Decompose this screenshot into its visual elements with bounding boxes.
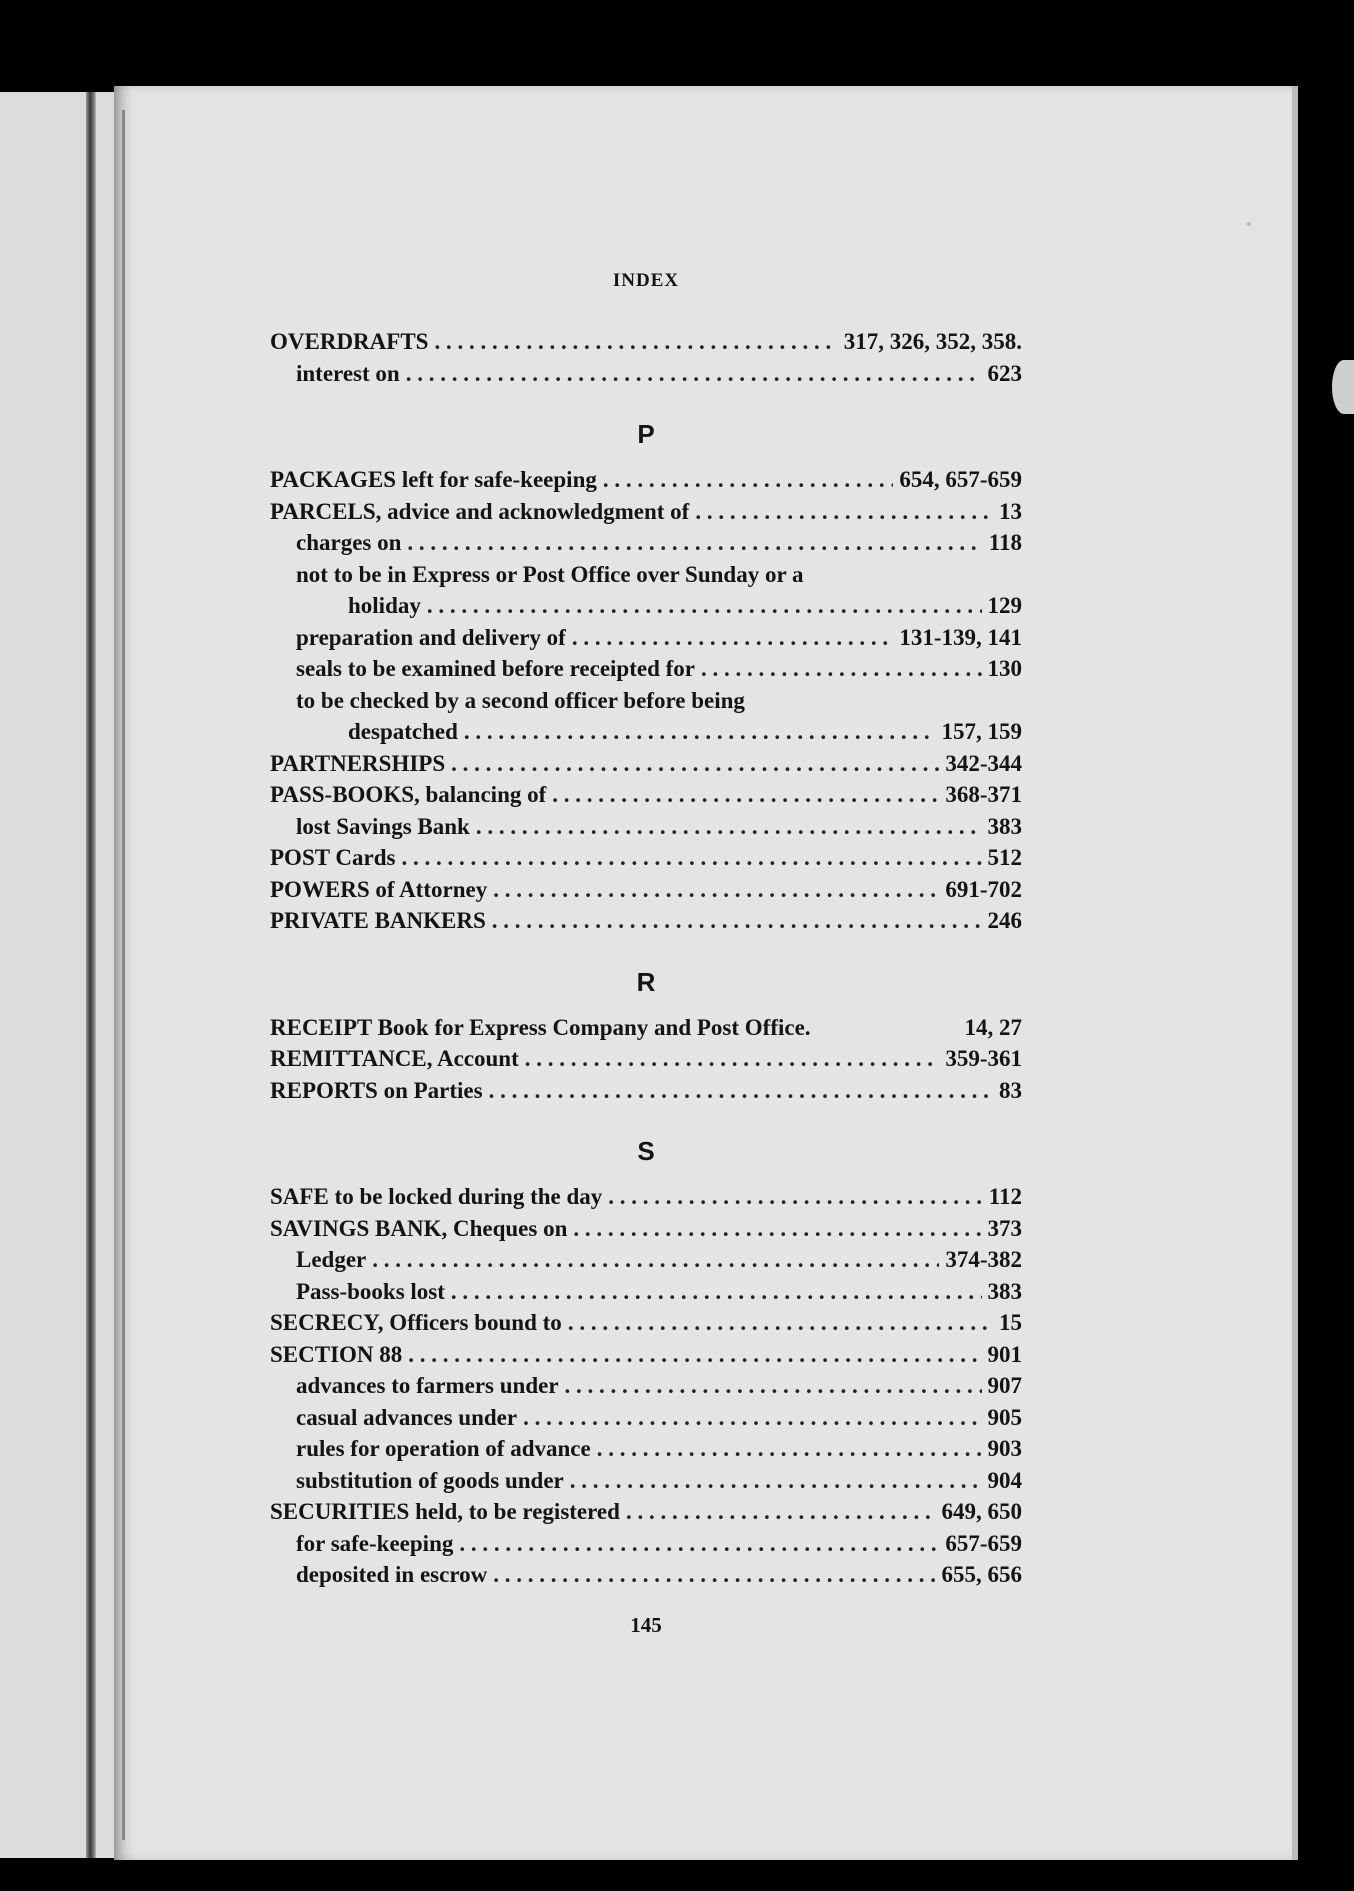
- entry-term: SECURITIES held, to be registered: [270, 1499, 620, 1524]
- entry-term: not to be in Express or Post Office over Sunday or a: [296, 561, 804, 587]
- entry-term: substitution of goods under: [296, 1467, 564, 1493]
- entry-pages: 374-382: [945, 1247, 1022, 1272]
- index-entry: [270, 622, 1022, 654]
- entry-pages: 118: [988, 530, 1022, 555]
- r-entries-group: [270, 1012, 1022, 1107]
- entry-term: REPORTS on Parties: [270, 1077, 483, 1103]
- entry-term: SECRECY, Officers bound to: [270, 1310, 562, 1335]
- entry-pages: 655, 656: [941, 1562, 1022, 1587]
- entry-term: Pass-books lost: [296, 1278, 445, 1304]
- index-entry: [270, 685, 1022, 717]
- left-page-edge: [0, 92, 115, 1858]
- entry-pages: 905: [987, 1404, 1022, 1430]
- entry-term: REMITTANCE, Account: [270, 1046, 519, 1071]
- entry-term: POST Cards: [270, 845, 396, 870]
- dot-leader: [427, 590, 982, 622]
- entry-term: PASS-BOOKS, balancing of: [270, 782, 547, 807]
- index-entry: [270, 716, 1022, 748]
- entry-pages: 657-659: [945, 1530, 1022, 1556]
- index-entry: [270, 1339, 1022, 1371]
- entry-term: to be checked by a second officer before being: [296, 687, 745, 713]
- entry-term: preparation and delivery of: [296, 624, 566, 650]
- dot-leader: [695, 496, 993, 528]
- index-content: [270, 270, 1022, 1638]
- overdrafts-group: [270, 326, 1022, 389]
- index-entry: [270, 1276, 1022, 1308]
- entry-term: seals to be examined before receipted for: [296, 656, 695, 681]
- entry-term: Ledger: [296, 1247, 367, 1272]
- entry-pages: 131-139, 141: [899, 624, 1022, 650]
- index-entry: [270, 496, 1022, 528]
- index-entry: [270, 842, 1022, 874]
- entry-pages: 654, 657-659: [899, 467, 1022, 492]
- entry-pages: 904: [987, 1467, 1022, 1493]
- dot-leader: [701, 653, 982, 685]
- entry-pages: 317, 326, 352, 358.: [843, 329, 1022, 354]
- s-entries-group: [270, 1181, 1022, 1591]
- section-letter-r: R: [636, 966, 656, 997]
- entry-pages: 623: [987, 360, 1022, 386]
- index-entry: [270, 1012, 1022, 1044]
- entry-pages: 901: [987, 1341, 1022, 1367]
- dot-leader: [568, 1307, 993, 1339]
- p-entries-group: [270, 464, 1022, 937]
- entry-pages: 246: [987, 908, 1022, 933]
- entry-term: SAVINGS BANK, Cheques on: [270, 1215, 568, 1241]
- page-crease: [122, 110, 125, 1840]
- entry-term: advances to farmers under: [296, 1373, 559, 1398]
- entry-pages: 83: [999, 1077, 1022, 1103]
- entry-pages: 13: [999, 498, 1022, 524]
- entry-pages: 383: [987, 813, 1022, 839]
- index-entry: [270, 1181, 1022, 1213]
- dot-leader: [570, 1465, 982, 1497]
- dot-leader: [523, 1402, 981, 1434]
- dot-leader: [408, 1339, 981, 1371]
- page-edge: [1292, 86, 1298, 1860]
- dot-leader: [552, 779, 939, 811]
- entry-term: PRIVATE BANKERS: [270, 908, 486, 933]
- index-entry: [270, 1370, 1022, 1402]
- dot-leader: [407, 527, 982, 559]
- index-entry: [270, 1244, 1022, 1276]
- entry-pages: 512: [987, 845, 1022, 870]
- entry-term: POWERS of Attorney: [270, 876, 488, 902]
- dot-leader: [493, 874, 939, 906]
- index-entry: [270, 811, 1022, 843]
- entry-pages: 691-702: [945, 876, 1022, 902]
- entry-term: deposited in escrow: [296, 1562, 488, 1587]
- entry-pages: 14, 27: [964, 1014, 1022, 1040]
- entry-term: OVERDRAFTS: [270, 329, 429, 354]
- dot-leader: [626, 1496, 936, 1528]
- dot-leader: [489, 1075, 993, 1107]
- index-entry: [270, 559, 1022, 591]
- index-entry: [270, 590, 1022, 622]
- entry-pages: 368-371: [945, 782, 1022, 807]
- dot-leader: [451, 1276, 982, 1308]
- dot-leader: [492, 905, 982, 937]
- entry-term: holiday: [348, 593, 421, 618]
- section-letter-p: P: [637, 419, 655, 449]
- entry-term: PARTNERSHIPS: [270, 750, 446, 776]
- index-entry: [270, 527, 1022, 559]
- dot-leader: [372, 1244, 939, 1276]
- entry-pages: 129: [987, 593, 1022, 618]
- entry-pages: 383: [987, 1278, 1022, 1304]
- book-spine: [86, 92, 96, 1858]
- entry-term: despatched: [348, 719, 458, 744]
- entry-pages: 112: [988, 1184, 1022, 1209]
- index-entry: [270, 905, 1022, 937]
- dot-leader: [603, 464, 893, 496]
- dot-leader: [608, 1181, 983, 1213]
- entry-term: lost Savings Bank: [296, 813, 470, 839]
- dot-leader: [597, 1433, 982, 1465]
- index-entry: [270, 1433, 1022, 1465]
- entry-pages: 15: [999, 1310, 1022, 1335]
- entry-term: RECEIPT Book for Express Company and Post Office.: [270, 1014, 811, 1040]
- entry-pages: 342-344: [945, 750, 1022, 776]
- index-entry: [270, 358, 1022, 390]
- dot-leader: [572, 622, 894, 654]
- index-entry: [270, 653, 1022, 685]
- scanner-clip: [1332, 360, 1354, 414]
- index-entry: [270, 874, 1022, 906]
- dot-leader: [459, 1528, 939, 1560]
- entry-term: PARCELS, advice and acknowledgment of: [270, 498, 690, 524]
- dot-leader: [565, 1370, 982, 1402]
- entry-pages: 359-361: [945, 1046, 1022, 1071]
- index-entry: [270, 1213, 1022, 1245]
- dot-leader: [464, 716, 936, 748]
- entry-pages: 649, 650: [941, 1499, 1022, 1524]
- index-entry: [270, 1307, 1022, 1339]
- index-entry: [270, 1496, 1022, 1528]
- entry-term: for safe-keeping: [296, 1530, 454, 1556]
- dot-leader: [525, 1043, 940, 1075]
- entry-pages: 903: [987, 1436, 1022, 1461]
- index-entry: [270, 1559, 1022, 1591]
- index-entry: [270, 464, 1022, 496]
- index-entry: [270, 1528, 1022, 1560]
- dot-leader: [406, 358, 982, 390]
- entry-pages: 130: [987, 656, 1022, 681]
- index-entry: [270, 1465, 1022, 1497]
- index-heading: INDEX: [612, 270, 680, 291]
- dot-leader: [451, 748, 939, 780]
- entry-pages: 373: [987, 1215, 1022, 1241]
- dust-speck: [1247, 222, 1251, 226]
- page-number: 145: [630, 1612, 662, 1637]
- index-entry: [270, 1043, 1022, 1075]
- dot-leader: [401, 842, 981, 874]
- entry-pages: 907: [987, 1373, 1022, 1398]
- entry-term: interest on: [296, 360, 400, 386]
- entry-term: charges on: [296, 530, 402, 555]
- dot-leader: [476, 811, 982, 843]
- index-entry: [270, 779, 1022, 811]
- entry-term: SAFE to be locked during the day: [270, 1184, 603, 1209]
- index-entry: [270, 1402, 1022, 1434]
- index-entry: [270, 1075, 1022, 1107]
- dot-leader: [434, 326, 837, 358]
- entry-term: PACKAGES left for safe-keeping: [270, 467, 597, 492]
- index-entry: [270, 748, 1022, 780]
- dot-leader: [493, 1559, 935, 1591]
- section-letter-s: S: [637, 1136, 655, 1166]
- index-entry: [270, 326, 1022, 358]
- dot-leader: [573, 1213, 981, 1245]
- entry-term: SECTION 88: [270, 1341, 403, 1367]
- entry-pages: 157, 159: [941, 719, 1022, 744]
- entry-term: rules for operation of advance: [296, 1436, 591, 1461]
- entry-term: casual advances under: [296, 1404, 518, 1430]
